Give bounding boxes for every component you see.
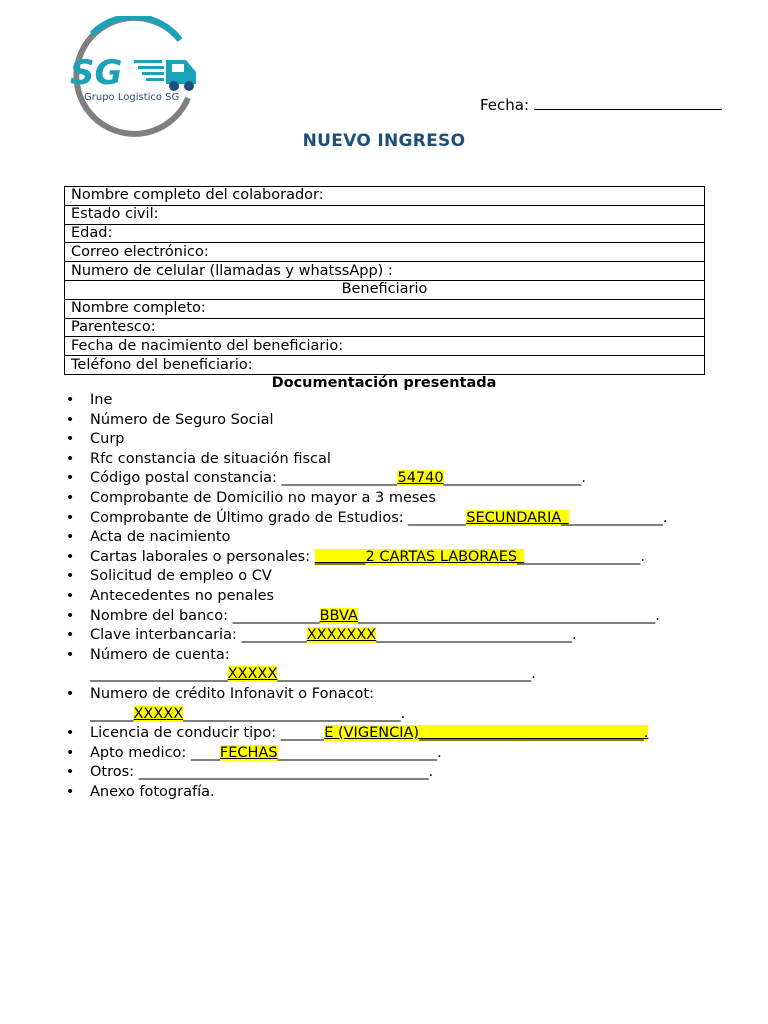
doc-item-label: Clave interbancaria: — [90, 627, 237, 644]
bullet-icon: • — [66, 764, 75, 781]
doc-item-blank: ________________ — [281, 470, 398, 487]
date-field[interactable] — [480, 95, 722, 114]
doc-item — [64, 646, 744, 685]
doc-item-label: Ine — [90, 392, 113, 408]
form-row — [65, 356, 705, 375]
doc-item-label: Anexo fotografía. — [90, 783, 215, 800]
form-row — [65, 205, 705, 224]
doc-item-blank: ____ — [190, 744, 220, 761]
form-row — [65, 187, 705, 206]
bullet-icon: • — [66, 392, 75, 408]
doc-item — [64, 430, 744, 450]
form-row — [65, 280, 705, 299]
doc-item-label: Otros: — [90, 764, 135, 781]
bullet-icon: • — [66, 529, 75, 546]
doc-item-blank: _________________________________________. — [357, 607, 660, 624]
doc-item-blank: ___________________ — [90, 666, 228, 683]
bullet-icon: • — [66, 489, 75, 506]
form-row-label: Parentesco: — [65, 318, 705, 337]
doc-item — [64, 763, 744, 783]
doc-item-label: Comprobante de Domicilio no mayor a 3 meses — [90, 489, 436, 506]
logo-mark: SG — [70, 53, 123, 93]
doc-item — [64, 744, 744, 764]
bullet-icon: • — [66, 548, 75, 565]
doc-item-label: Cartas laborales o personales: — [90, 548, 311, 565]
doc-item-value[interactable]: XXXXX — [133, 705, 184, 722]
doc-item — [64, 567, 744, 587]
doc-item — [64, 509, 744, 529]
doc-item-blank: _________ — [241, 627, 307, 644]
bullet-icon: • — [66, 725, 75, 742]
bullet-icon: • — [66, 646, 75, 663]
documentation-list — [64, 391, 744, 802]
form-row-label: Estado civil: — [65, 205, 705, 224]
doc-item-value[interactable]: XXXXXXX — [306, 627, 377, 644]
form-row-label: Edad: — [65, 224, 705, 243]
doc-item-blank: ______ — [280, 725, 325, 742]
doc-item — [64, 685, 744, 724]
doc-item — [64, 450, 744, 470]
form-row — [65, 318, 705, 337]
form-row — [65, 262, 705, 281]
doc-item-label: Acta de nacimiento — [90, 529, 231, 546]
doc-item — [64, 528, 744, 548]
bullet-icon: • — [66, 607, 75, 624]
doc-item-label: Número de Seguro Social — [90, 411, 274, 428]
doc-item-blank: ________________________________________. — [138, 764, 434, 781]
doc-item-label: Código postal constancia: — [90, 470, 277, 487]
bullet-icon: • — [66, 568, 75, 585]
bullet-icon: • — [66, 744, 75, 761]
bullet-icon: • — [66, 685, 75, 702]
doc-item-value[interactable]: E (VIGENCIA)_______________________________. — [324, 725, 649, 742]
doc-item — [64, 489, 744, 509]
doc-item-label: Rfc constancia de situación fiscal — [90, 450, 331, 467]
form-row-label: Nombre completo del colaborador: — [65, 187, 705, 206]
logo-caption: Grupo Logistico SG — [84, 92, 180, 103]
truck-icon — [166, 60, 196, 91]
form-row-label: Correo electrónico: — [65, 243, 705, 262]
bullet-icon: • — [66, 470, 75, 487]
documentation-title: Documentación presentada — [271, 375, 497, 391]
bullet-icon: • — [66, 509, 75, 526]
doc-item-label: Licencia de conducir tipo: — [90, 725, 277, 742]
form-row-label: Numero de celular (llamadas y whatssApp) : — [65, 262, 705, 281]
date-blank-line[interactable] — [534, 95, 722, 110]
form-row-label: Teléfono del beneficiario: — [65, 356, 705, 375]
company-logo — [62, 16, 202, 138]
doc-item — [64, 783, 744, 803]
doc-item-value[interactable]: XXXXX — [227, 666, 278, 683]
doc-item — [64, 587, 744, 607]
doc-item-blank: ___________________________________. — [277, 666, 536, 683]
section-header-beneficiario: Beneficiario — [65, 280, 705, 299]
doc-item-blank: ___________________. — [443, 470, 586, 487]
doc-item-blank: _____________. — [568, 509, 668, 526]
doc-item-label: Curp — [90, 431, 125, 448]
doc-item — [64, 411, 744, 431]
doc-item — [64, 724, 744, 744]
form-row — [65, 337, 705, 356]
doc-item-label: Apto medico: — [90, 744, 187, 761]
doc-item-blank: ________________. — [524, 548, 645, 565]
bullet-icon: • — [66, 783, 75, 800]
doc-item-blank: ___________________________. — [376, 627, 577, 644]
date-label: Fecha: — [480, 96, 530, 114]
doc-item — [64, 626, 744, 646]
doc-item-value[interactable]: SECUNDARIA_ — [466, 509, 569, 526]
form-row — [65, 224, 705, 243]
bullet-icon: • — [66, 431, 75, 448]
doc-item-label: Numero de crédito Infonavit o Fonacot: — [90, 685, 374, 702]
doc-item — [64, 607, 744, 627]
employee-info-table — [64, 186, 705, 375]
doc-item-label: Comprobante de Último grado de Estudios: — [90, 509, 404, 526]
doc-item-value[interactable]: BBVA — [319, 607, 358, 624]
doc-item — [64, 469, 744, 489]
doc-item-value[interactable]: _______2 CARTAS LABORAES_ — [314, 548, 525, 565]
form-row — [65, 243, 705, 262]
bullet-icon: • — [66, 587, 75, 604]
form-row-label: Fecha de nacimiento del beneficiario: — [65, 337, 705, 356]
doc-item-blank: ____________ — [232, 607, 320, 624]
page-title: NUEVO INGRESO — [302, 131, 466, 151]
doc-item-label: Solicitud de empleo o CV — [90, 568, 272, 585]
doc-item-value[interactable]: 54740 — [397, 470, 444, 487]
bullet-icon: • — [66, 627, 75, 644]
form-row — [65, 299, 705, 318]
doc-item-blank: ________ — [408, 509, 467, 526]
doc-item — [64, 548, 744, 568]
bullet-icon: • — [66, 450, 75, 467]
bullet-icon: • — [66, 411, 75, 428]
doc-item-blank: ______ — [90, 705, 134, 722]
doc-item-label: Número de cuenta: — [90, 646, 230, 663]
doc-item — [64, 391, 744, 411]
doc-item-label: Antecedentes no penales — [90, 587, 275, 604]
form-row-label: Nombre completo: — [65, 299, 705, 318]
doc-item-label: Nombre del banco: — [90, 607, 228, 624]
doc-item-blank: ______________________________. — [183, 705, 406, 722]
doc-item-value[interactable]: FECHAS — [219, 744, 278, 761]
doc-item-blank: ______________________. — [277, 744, 442, 761]
